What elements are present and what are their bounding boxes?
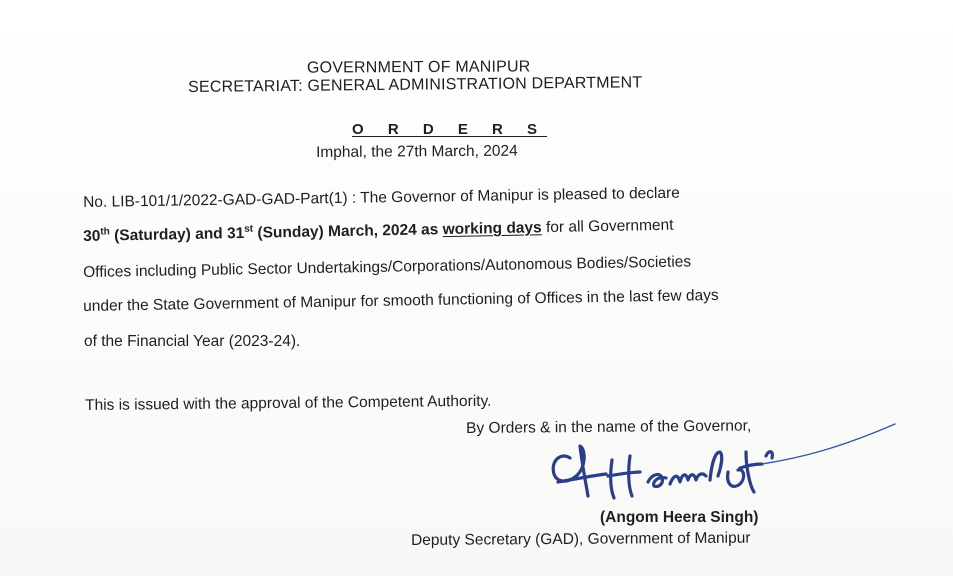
order-intro: : The Governor of Manipur is pleased to declare (347, 184, 680, 207)
approval-text: This is issued with the approval of the Competent Authority. (85, 392, 492, 414)
order-line-2-rest: for all Government (541, 216, 674, 237)
order-line-2 (83, 216, 674, 247)
order-line-5: of the Financial Year (2023-24). (84, 333, 301, 350)
government-header: GOVERNMENT OF MANIPUR (306, 58, 531, 77)
date1-number: 30 (83, 227, 101, 245)
signatory-name: (Angom Heera Singh) (600, 509, 759, 526)
handwritten-signature (540, 412, 900, 512)
signatory-designation: Deputy Secretary (GAD), Government of Manipur (411, 529, 751, 549)
order-line-3: Offices including Public Sector Undertakings/Corporations/Autonomous Bodies/Societies (83, 253, 692, 281)
orders-title: O R D E R S (352, 121, 548, 138)
date1-day: (Saturday) and (109, 225, 228, 245)
date2-rest: (Sunday) March, 2024 as (252, 221, 443, 242)
date1-suffix: th (100, 226, 110, 238)
order-line-4: under the State Government of Manipur for smooth functioning of Offices in the last few days (83, 286, 719, 315)
date2-suffix: st (244, 223, 254, 235)
order-number: No. LIB-101/1/2022-GAD-GAD-Part(1) (83, 189, 348, 211)
date2-number: 31 (226, 224, 245, 243)
department-header: SECRETARIAT: GENERAL ADMINISTRATION DEPARTMENT (188, 74, 643, 96)
order-line-1 (83, 184, 680, 213)
place-date: Imphal, the 27th March, 2024 (316, 142, 518, 161)
working-days-text: working days (442, 219, 542, 239)
by-orders-text: By Orders & in the name of the Governor, (466, 417, 752, 437)
